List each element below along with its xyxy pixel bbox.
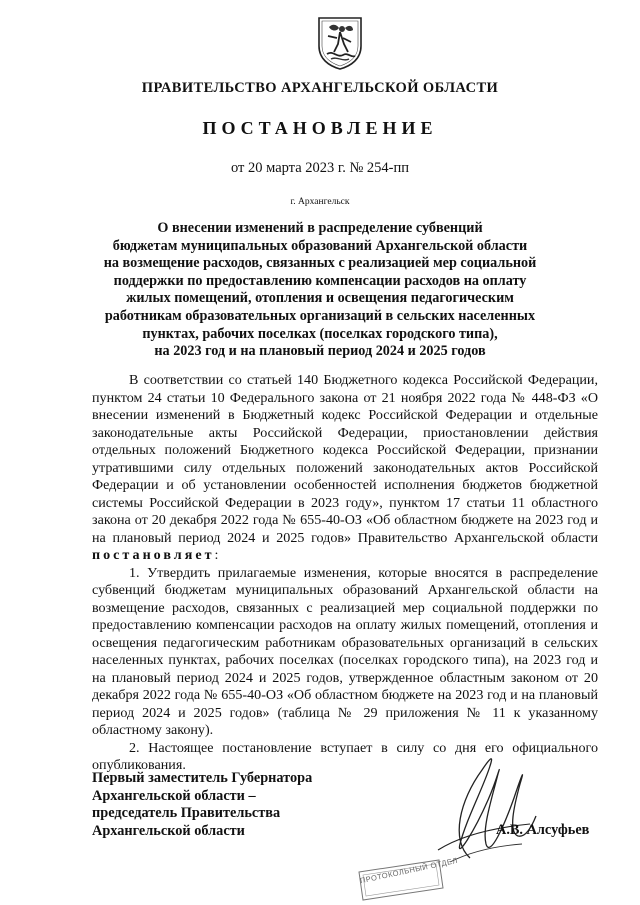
government-name: ПРАВИТЕЛЬСТВО АРХАНГЕЛЬСКОЙ ОБЛАСТИ: [141, 80, 499, 96]
subject-line: на возмещение расходов, связанных с реализацией мер социальной: [103, 255, 537, 272]
item-1-paragraph: 1. Утвердить прилагаемые изменения, которые вносятся в распределение субвенций бюджетам муниципальных образований Архангельской области на возмещение расходов, связанных с реализацией мер социальной поддержки по предоставлению компенсации расходов на оплату жилых помещений, отопления и освещения педагогическим работникам образовательных организаций в сельских населенных пунктах, рабочих поселках (поселках городского типа), на 2023 год и на плановый период 2024 и 2025 годов, утвержденное областным законом от 20 декабря 2022 года № 655-40-ОЗ «Об областном бюджете на 2023 год и на плановый период 2024 и 2025 годов» (таблица № 29 приложения № 11 к указанному областному закону).: [92, 564, 598, 738]
decree-title: ПОСТАНОВЛЕНИЕ: [202, 118, 438, 138]
decree-place: г. Архангельск: [290, 197, 350, 207]
coat-of-arms-icon: [315, 14, 365, 70]
decree-date-number: от 20 марта 2023 г. № 254-пп: [230, 160, 410, 176]
decree-subject: [0, 220, 640, 361]
subject-line: жилых помещений, отопления и освещения педагогическим: [126, 290, 514, 307]
decree-body: [92, 372, 598, 775]
handwritten-signature-icon: [390, 740, 540, 870]
signer-position-line: Архангельской области –: [92, 787, 256, 804]
item-2-paragraph: 2. Настоящее постановление вступает в силу со дня его официального опубликования.: [92, 739, 598, 773]
resolves-colon: :: [214, 547, 219, 563]
signer-position: [92, 770, 312, 840]
signer-position-line: председатель Правительства: [92, 805, 281, 821]
subject-line: работникам образовательных организаций в сельских населенных: [104, 307, 536, 324]
signer-position-line: Архангельской области: [92, 822, 245, 839]
subject-line: бюджетам муниципальных образований Архангельской области: [112, 237, 528, 254]
resolves-word: постановляет: [92, 547, 215, 563]
subject-line: О внесении изменений в распределение субвенций: [157, 220, 483, 236]
signer-position-line: Первый заместитель Губернатора: [92, 770, 313, 786]
preamble-paragraph: [92, 372, 598, 565]
stamp-text: ПРОТОКОЛЬНЫЙ ОТДЕЛ: [359, 855, 459, 886]
subject-line: пунктах, рабочих поселках (поселках городского типа),: [142, 325, 498, 342]
subject-line: поддержки по предоставлению компенсации расходов на оплату: [113, 272, 527, 289]
signer-name: А.В. Алсуфьев: [496, 822, 590, 838]
subject-line: на 2023 год и на плановый период 2024 и 2025 годов: [154, 343, 486, 360]
preamble-text: В соответствии со статьей 140 Бюджетного кодекса Российской Федерации, пунктом 24 статьи 10 Федерального закона от 21 ноября 2022 года № 448-ФЗ «О внесении изменений в Бюджетный кодекс Российской Федерации и отдельные законодательные акты Российской Федерации, приостановлении действия отдельных положений Бюджетного кодекса Российской Федерации, признании утратившими силу отдельных положений законодательных актов Российской Федерации и об установлении особенностей исполнения бюджетов бюджетной системы Российской Федерации в 2023 году», пунктом 17 статьи 11 областного закона от 20 декабря 2022 года № 655-40-ОЗ «Об областном бюджете на 2023 год и на плановый период 2024 и 2025 годов» Правительство Архангельской области: [92, 372, 598, 546]
